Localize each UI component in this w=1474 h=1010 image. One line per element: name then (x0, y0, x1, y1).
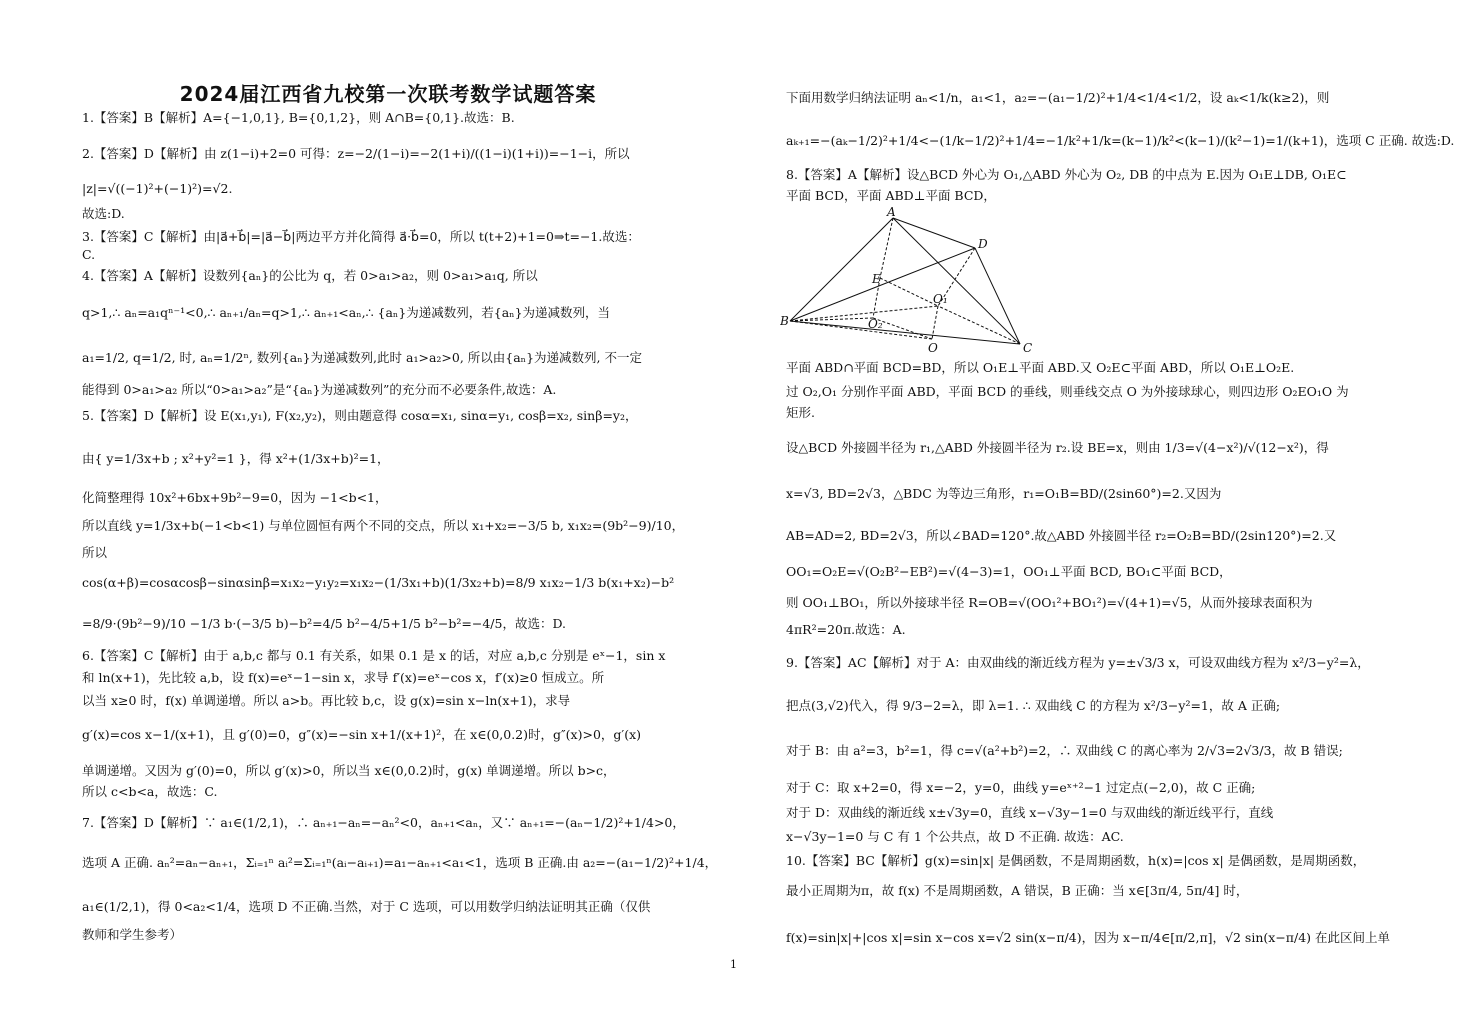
label-C: C (1023, 341, 1033, 355)
answer-line: 所以 c<b<a，故选：C. (82, 784, 218, 799)
edge-AC (893, 218, 1020, 344)
answer-line: x=√3, BD=2√3，△BDC 为等边三角形，r₁=O₁B=BD/(2sin60°)=2.又因为 (786, 486, 1222, 501)
label-B: B (780, 314, 789, 328)
answer-line: a₁∈(1/2,1)，得 0<a₂<1/4，选项 D 不正确.当然，对于 C 选项，可以用数学归纳法证明其正确（仅供 (82, 899, 651, 914)
answer-line: 8.【答案】A【解析】设△BCD 外心为 O₁,△ABD 外心为 O₂, DB 的中点为 E.因为 O₁E⊥DB, O₁E⊂ (786, 167, 1347, 182)
tetrahedron-diagram (780, 206, 1040, 356)
edge-AD (893, 218, 975, 248)
answer-line: g′(x)=cos x−1/(x+1)，且 g′(0)=0，g″(x)=−sin x+1/(x+1)²，在 x∈(0,0.2)时，g″(x)>0，g′(x) (82, 727, 642, 742)
label-O1: O₁ (933, 292, 948, 306)
answer-line: 所以直线 y=1/3x+b(−1<b<1) 与单位圆恒有两个不同的交点，所以 x₁+x₂=−3/5 b, x₁x₂=(9b²−9)/10， (82, 518, 685, 533)
answer-line: 下面用数学归纳法证明 aₙ<1/n，a₁<1，a₂=−(a₁−1/2)²+1/4<1/4<1/2，设 aₖ<1/k(k≥2)，则 (786, 90, 1330, 105)
answer-line: 7.【答案】D【解析】∵ a₁∈(1/2,1)，∴ aₙ₊₁−aₙ=−aₙ²<0，aₙ₊₁<aₙ，又∵ aₙ₊₁=−(aₙ−1/2)²+1/4>0， (82, 815, 685, 830)
answer-line: 选项 A 正确. aₙ²=aₙ−aₙ₊₁，Σᵢ₌₁ⁿ aᵢ²=Σᵢ₌₁ⁿ(aᵢ−aᵢ₊₁)=a₁−aₙ₊₁<a₁<1，选项 B 正确.由 a₂=−(a₁−1/2)²+1/4， (82, 855, 718, 870)
answer-line: C. (82, 247, 96, 262)
answer-line: 矩形. (786, 405, 815, 420)
answer-line: 由{ y=1/3x+b ; x²+y²=1 }，得 x²+(1/3x+b)²=1， (82, 451, 390, 466)
answer-line: 单调递增。又因为 g′(0)=0，所以 g′(x)>0，所以当 x∈(0,0.2)时，g(x) 单调递增。所以 b>c， (82, 763, 616, 778)
label-D: D (978, 237, 988, 251)
segment-CO1 (938, 306, 1020, 344)
answer-line: 把点(3,√2)代入，得 9/3−2=λ，即 λ=1. ∴ 双曲线 C 的方程为 x²/3−y²=1，故 A 正确; (786, 698, 1281, 713)
answer-line: 平面 ABD∩平面 BCD=BD，所以 O₁E⊥平面 ABD.又 O₂E⊂平面 ABD，所以 O₁E⊥O₂E. (786, 360, 1295, 375)
answer-line: 教师和学生参考） (82, 927, 183, 942)
answer-line: 以当 x≥0 时，f(x) 单调递增。所以 a>b。再比较 b,c，设 g(x)=sin x−ln(x+1)，求导 (82, 693, 571, 708)
answer-line: 和 ln(x+1)，先比较 a,b，设 f(x)=eˣ−1−sin x，求导 f′(x)=eˣ−cos x，f′(x)≥0 恒成立。所 (82, 670, 605, 685)
answer-line: 故选:D. (82, 206, 125, 221)
label-O: O (928, 341, 938, 355)
answer-line: 对于 B：由 a²=3，b²=1，得 c=√(a²+b²)=2，∴ 双曲线 C 的离心率为 2/√3=2√3/3，故 B 错误; (786, 743, 1343, 758)
answer-line: 对于 D：双曲线的渐近线 x±√3y=0，直线 x−√3y−1=0 与双曲线的渐近线平行，直线 (786, 805, 1274, 820)
answer-line: 4.【答案】A【解析】设数列{aₙ}的公比为 q，若 0>a₁>a₂，则 0>a₁>a₁q, 所以 (82, 268, 538, 283)
answer-line: q>1,∴ aₙ=a₁qⁿ⁻¹<0,∴ aₙ₊₁/aₙ=q>1,∴ aₙ₊₁<aₙ,∴ {aₙ}为递减数列，若{aₙ}为递减数列，当 (82, 305, 611, 320)
label-O2: O₂ (868, 317, 883, 331)
answer-line: aₖ₊₁=−(aₖ−1/2)²+1/4<−(1/k−1/2)²+1/4=−1/k²+1/k=(k−1)/k²<(k−1)/(k²−1)=1/(k+1)，选项 C 正确. 故选:D. (786, 133, 1455, 148)
answer-line: cos(α+β)=cosαcosβ−sinαsinβ=x₁x₂−y₁y₂=x₁x₂−(1/3x₁+b)(1/3x₂+b)=8/9 x₁x₂−1/3 b(x₁+x₂)−b² (82, 575, 675, 590)
answer-line: 过 O₂,O₁ 分别作平面 ABD，平面 BCD 的垂线，则垂线交点 O 为外接球球心，则四边形 O₂EO₁O 为 (786, 384, 1349, 399)
answer-line: 6.【答案】C【解析】由于 a,b,c 都与 0.1 有关系，如果 0.1 是 x 的话，对应 a,b,c 分别是 eˣ−1，sin x (82, 648, 666, 663)
edge-BC (790, 321, 1020, 344)
edge-AB (790, 218, 893, 321)
answer-line: x−√3y−1=0 与 C 有 1 个公共点，故 D 不正确. 故选：AC. (786, 829, 1124, 844)
answer-line: 所以 (82, 545, 108, 560)
segment-AE (880, 218, 893, 278)
page-number: 1 (730, 958, 737, 971)
answer-line: OO₁=O₂E=√(O₂B²−EB²)=√(4−3)=1，OO₁⊥平面 BCD, BO₁⊂平面 BCD， (786, 564, 1232, 579)
answer-line: 则 OO₁⊥BO₁，所以外接球半径 R=OB=√(OO₁²+BO₁²)=√(4+1)=√5，从而外接球表面积为 (786, 595, 1313, 610)
answer-line: 2.【答案】D【解析】由 z(1−i)+2=0 可得：z=−2/(1−i)=−2(1+i)/((1−i)(1+i))=−1−i，所以 (82, 146, 630, 161)
answer-line: 化简整理得 10x²+6bx+9b²−9=0，因为 −1<b<1， (82, 490, 388, 505)
answer-line: 最小正周期为π，故 f(x) 不是周期函数，A 错误，B 正确：当 x∈[3π/4, 5π/4] 时， (786, 883, 1249, 898)
answer-line: =8/9·(9b²−9)/10 −1/3 b·(−3/5 b)−b²=4/5 b²−4/5+1/5 b²−b²=−4/5，故选：D. (82, 616, 566, 631)
answer-line: f(x)=sin|x|+|cos x|=sin x−cos x=√2 sin(x−π/4)，因为 x−π/4∈[π/2,π]，√2 sin(x−π/4) 在此区间上单 (786, 930, 1391, 945)
answer-line: 能得到 0>a₁>a₂ 所以“0>a₁>a₂”是“{aₙ}为递减数列”的充分而不必要条件,故选：A. (82, 382, 557, 397)
answer-line: AB=AD=2, BD=2√3，所以∠BAD=120°.故△ABD 外接圆半径 r₂=O₂B=BD/(2sin120°)=2.又 (786, 528, 1337, 543)
segment-O1O (932, 306, 938, 339)
answer-line: 5.【答案】D【解析】设 E(x₁,y₁), F(x₂,y₂)，则由题意得 cosα=x₁, sinα=y₁, cosβ=x₂, sinβ=y₂， (82, 408, 638, 423)
segment-BO (790, 321, 932, 339)
page-title: 2024届江西省九校第一次联考数学试题答案 (179, 82, 597, 106)
answer-line: 平面 BCD，平面 ABD⊥平面 BCD， (786, 188, 996, 203)
answer-line: |z|=√((−1)²+(−1)²)=√2. (82, 181, 233, 196)
answer-line: 3.【答案】C【解析】由|a⃗+b⃗|=|a⃗−b⃗|两边平方并化简得 a⃗·b⃗=0，所以 t(t+2)+1=0⇒t=−1.故选： (82, 229, 640, 244)
answer-line: 设△BCD 外接圆半径为 r₁,△ABD 外接圆半径为 r₂.设 BE=x，则由 1/3=√(4−x²)/√(12−x²)，得 (786, 440, 1329, 455)
label-A: A (887, 206, 896, 219)
edge-DC (975, 248, 1020, 344)
answer-line: a₁=1/2, q=1/2, 时, aₙ=1/2ⁿ, 数列{aₙ}为递减数列,此时 a₁>a₂>0, 所以由{aₙ}为递减数列, 不一定 (82, 350, 642, 365)
answer-line: 1.【答案】B【解析】A={−1,0,1}, B={0,1,2}，则 A∩B={0,1}.故选：B. (82, 110, 515, 125)
label-E: E (872, 272, 881, 286)
answer-line: 4πR²=20π.故选：A. (786, 622, 906, 637)
answer-line: 10.【答案】BC【解析】g(x)=sin|x| 是偶函数，不是周期函数，h(x)=|cos x| 是偶函数，是周期函数， (786, 853, 1366, 868)
answer-line: 9.【答案】AC【解析】对于 A：由双曲线的渐近线方程为 y=±√3/3 x，可设双曲线方程为 x²/3−y²=λ， (786, 655, 1370, 670)
segment-BO1 (790, 306, 938, 321)
answer-line: 对于 C：取 x+2=0，得 x=−2，y=0，曲线 y=eˣ⁺²−1 过定点(−2,0)，故 C 正确; (786, 780, 1256, 795)
